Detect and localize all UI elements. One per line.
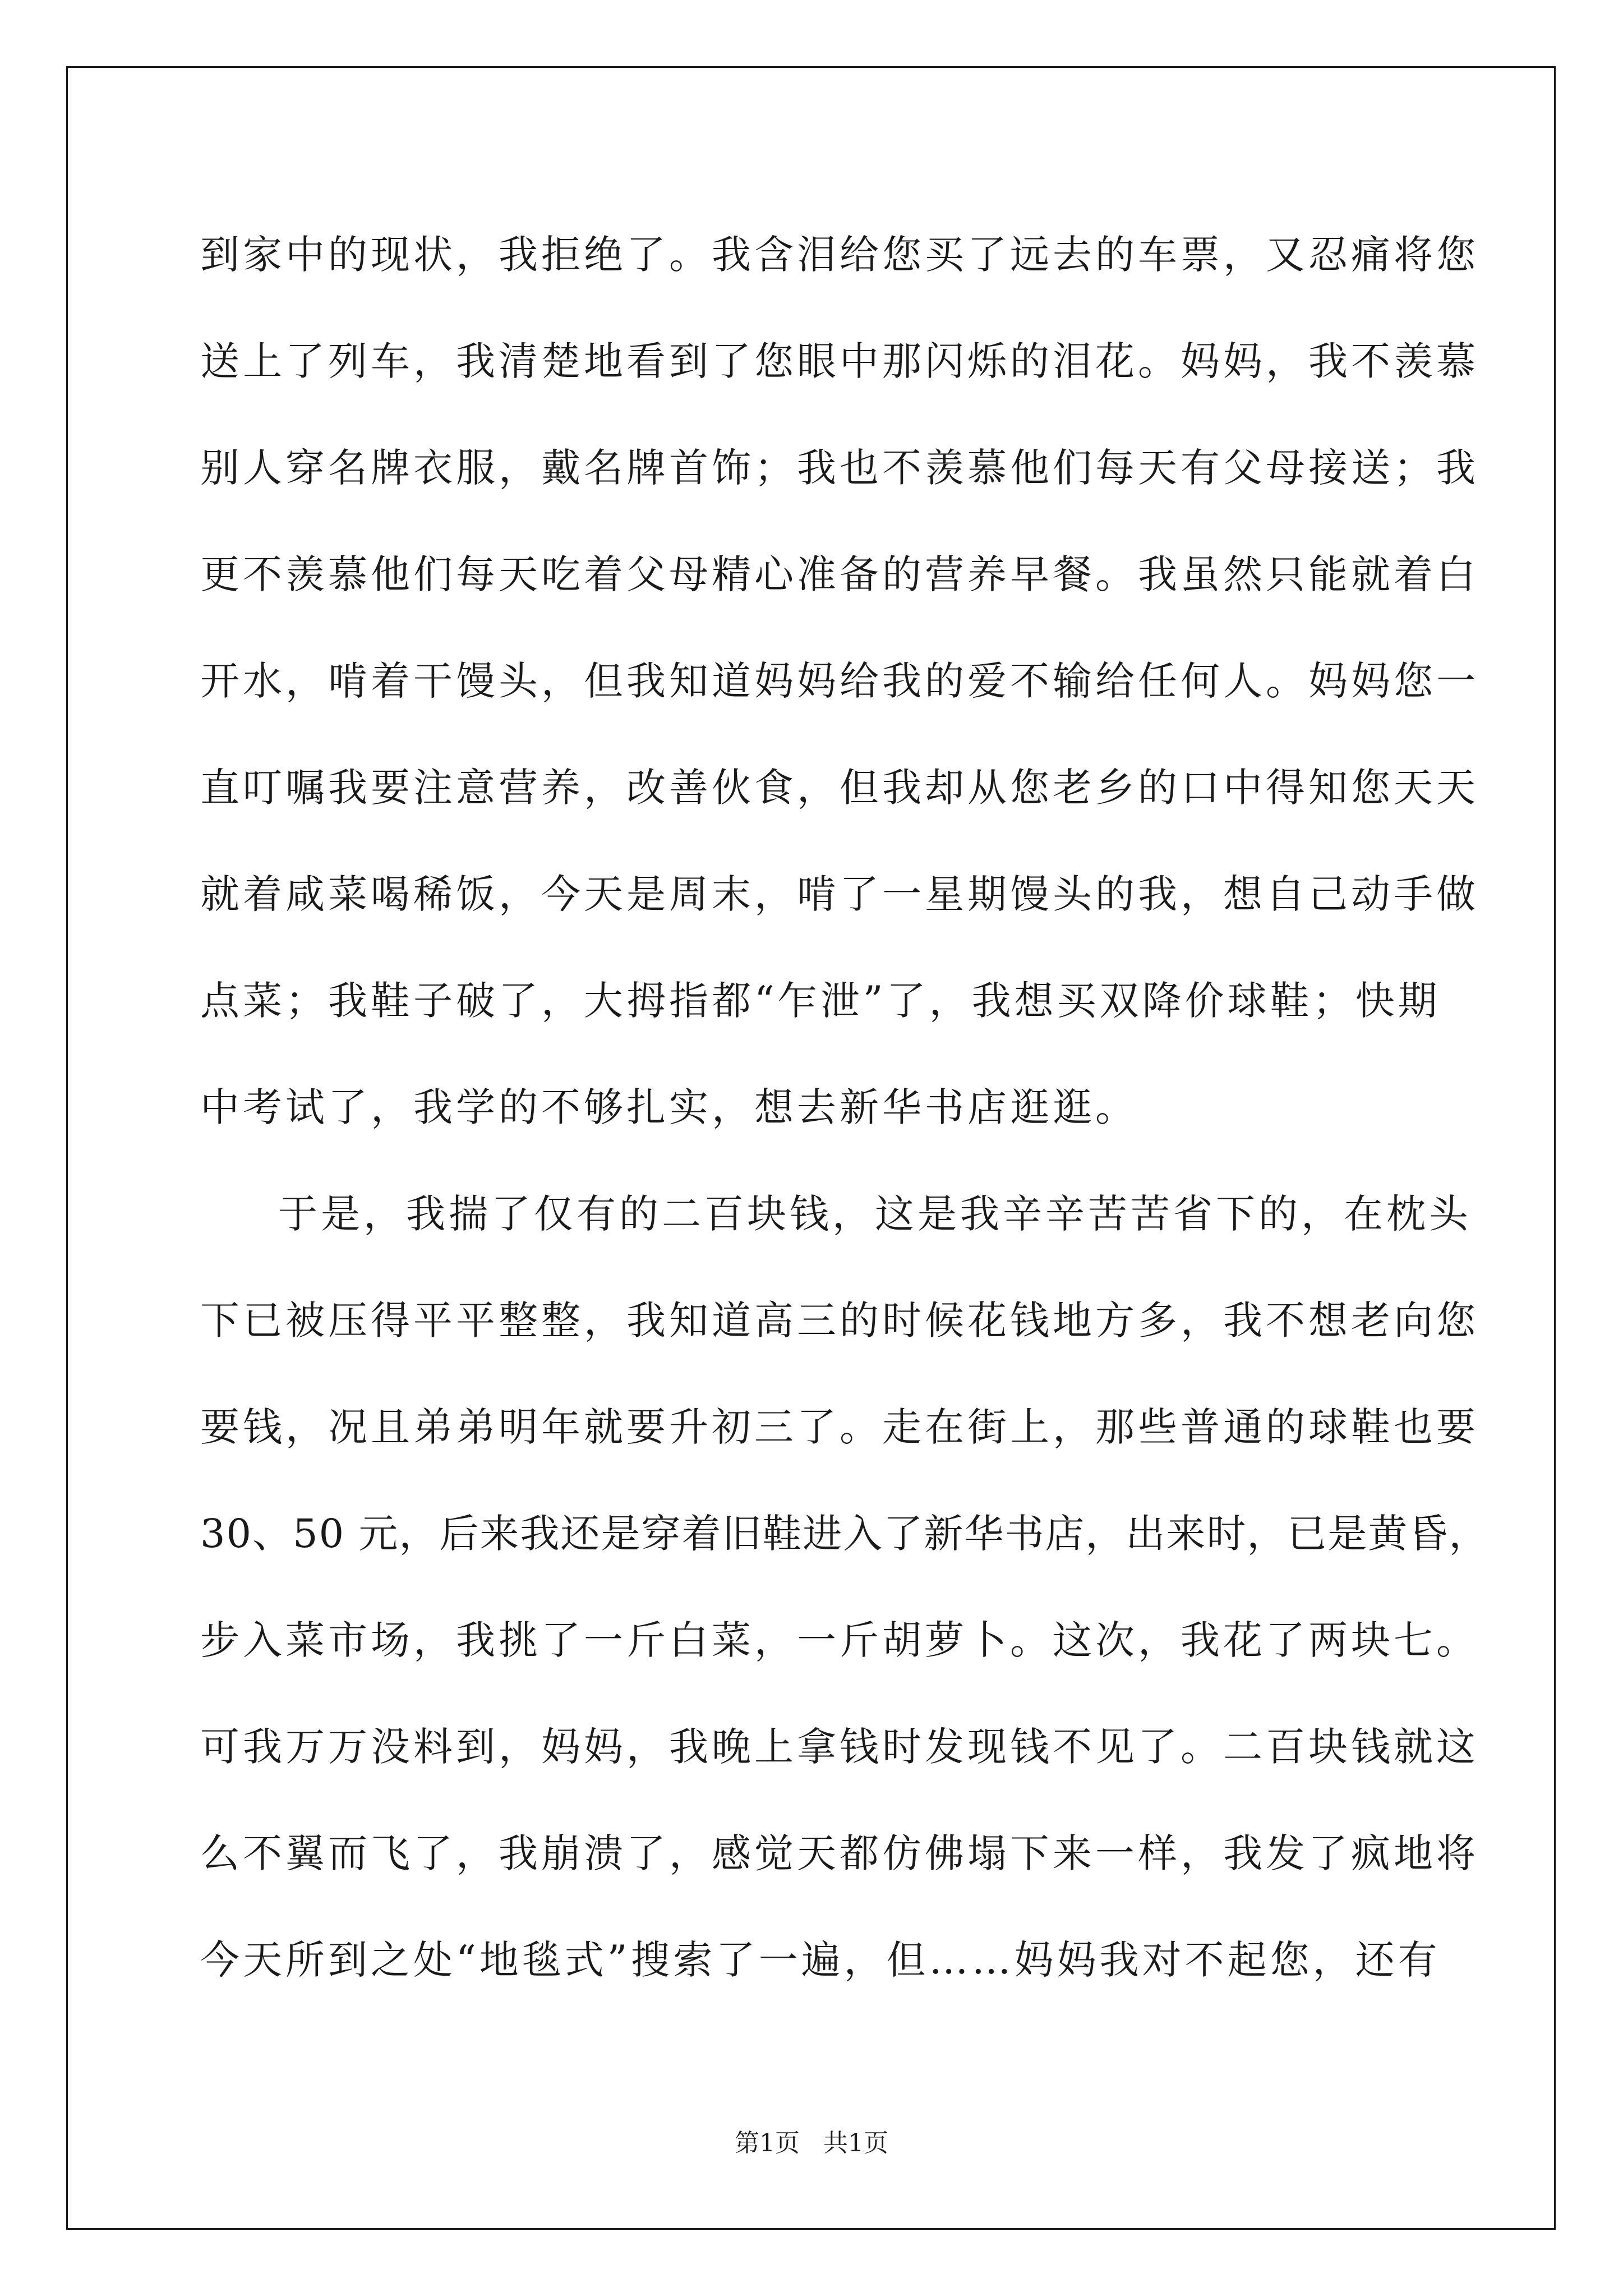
page-border [66, 66, 1556, 2230]
paragraph-1-line-2: 送上了列车，我清楚地看到了您眼中那闪烁的泪花。妈妈，我不羡慕 [200, 338, 1479, 384]
page-number-footer: 第1页 共1页 [735, 2129, 888, 2157]
paragraph-2-line-2: 下已被压得平平整整，我知道高三的时候花钱地方多，我不想老向您 [200, 1297, 1479, 1343]
paragraph-1-line-4: 更不羡慕他们每天吃着父母精心准备的营养早餐。我虽然只能就着白 [200, 551, 1479, 597]
paragraph-1-line-7: 就着咸菜喝稀饭，今天是周末，啃了一星期馒头的我，想自己动手做 [200, 871, 1479, 917]
paragraph-2-line-8: 今天所到之处“地毯式”搜索了一遍，但……妈妈我对不起您，还有 [200, 1937, 1441, 1983]
paragraph-1-line-1: 到家中的现状，我拒绝了。我含泪给您买了远去的车票，又忍痛将您 [200, 232, 1479, 278]
paragraph-2-line-6: 可我万万没料到，妈妈，我晚上拿钱时发现钱不见了。二百块钱就这 [200, 1724, 1479, 1770]
paragraph-1-line-5: 开水，啃着干馒头，但我知道妈妈给我的爱不输给任何人。妈妈您一 [200, 658, 1479, 704]
paragraph-2-line-4: 30、50 元，后来我还是穿着旧鞋进入了新华书店，出来时，已是黄昏， [200, 1511, 1490, 1557]
paragraph-2-line-1: 于是，我揣了仅有的二百块钱，这是我辛辛苦苦省下的，在枕头 [278, 1191, 1472, 1237]
paragraph-1-line-8: 点菜；我鞋子破了，大拇指都“乍泄”了，我想买双降价球鞋；快期 [200, 978, 1441, 1024]
paragraph-2-line-7: 么不翼而飞了，我崩溃了，感觉天都仿佛塌下来一样，我发了疯地将 [200, 1830, 1479, 1876]
paragraph-2-line-3: 要钱，况且弟弟明年就要升初三了。走在街上，那些普通的球鞋也要 [200, 1404, 1479, 1450]
paragraph-1-line-6: 直叮嘱我要注意营养，改善伙食，但我却从您老乡的口中得知您天天 [200, 765, 1479, 811]
paragraph-1-line-9: 中考试了，我学的不够扎实，想去新华书店逛逛。 [200, 1084, 1138, 1130]
paragraph-1-line-3: 别人穿名牌衣服，戴名牌首饰；我也不羡慕他们每天有父母接送；我 [200, 445, 1479, 491]
paragraph-2-line-5: 步入菜市场，我挑了一斤白菜，一斤胡萝卜。这次，我花了两块七。 [200, 1617, 1479, 1663]
